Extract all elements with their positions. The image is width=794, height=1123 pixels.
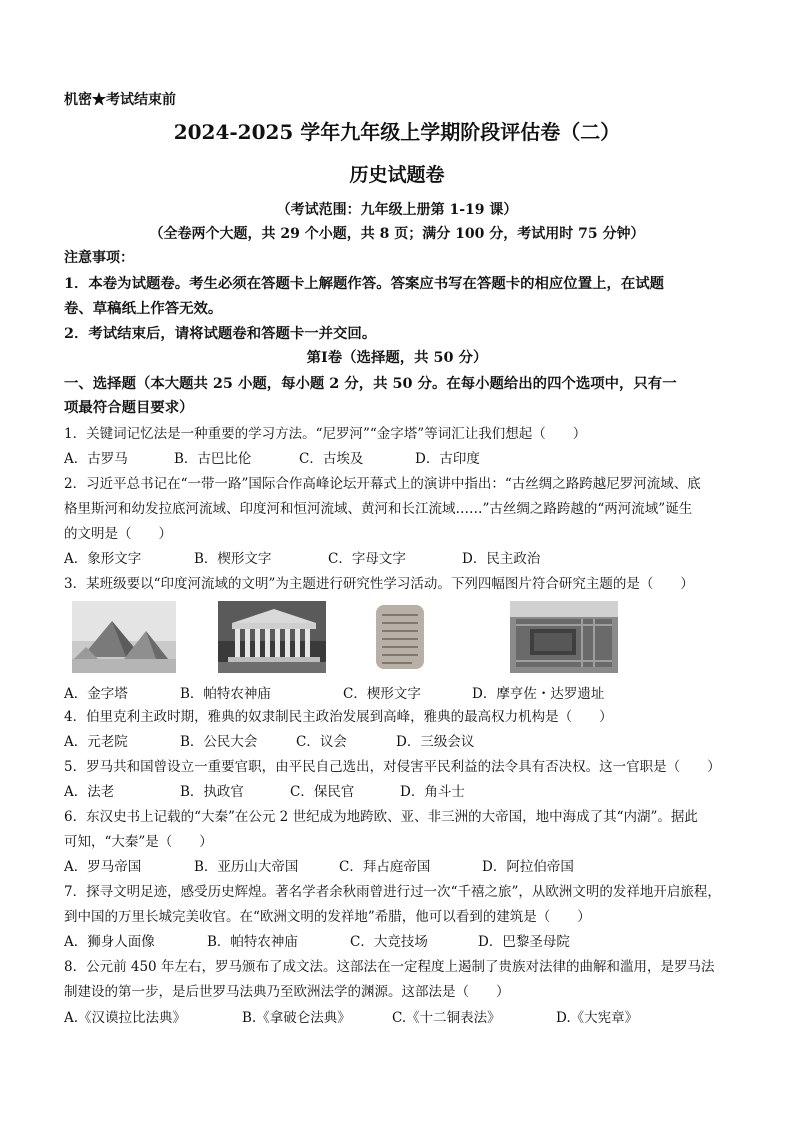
pyramids-photo bbox=[72, 601, 176, 673]
question-3-option-d: D．摩亨佐・达罗遗址 bbox=[472, 686, 605, 702]
subject-title: 历史试题卷 bbox=[349, 164, 445, 186]
option-a: A.《汉谟拉比法典》 bbox=[64, 1010, 187, 1026]
question-3-stem: 3．某班级要以“印度河流域的文明”为主题进行研究性学习活动。下列四幅图片符合研究主题的是（ ） bbox=[64, 576, 694, 592]
option-b: B.《拿破仑法典》 bbox=[242, 1010, 351, 1026]
option-c: C.《十二铜表法》 bbox=[392, 1010, 501, 1026]
question-3-option-c: C．楔形文字 bbox=[343, 686, 421, 702]
question-4-options bbox=[64, 732, 474, 752]
note-2: 2．考试结束后，请将试题卷和答题卡一并交回。 bbox=[64, 325, 377, 342]
question-8-options bbox=[64, 1008, 638, 1028]
option-c: C．议会 bbox=[296, 734, 347, 750]
option-a: A．罗马帝国 bbox=[64, 859, 142, 875]
option-a: A．狮身人面像 bbox=[64, 934, 155, 950]
option-b: B．亚历山大帝国 bbox=[194, 859, 299, 875]
question-1-stem: 1．关键词记忆法是一种重要的学习方法。“尼罗河”“金字塔”等词汇让我们想起（ ） bbox=[64, 426, 587, 442]
parthenon-photo bbox=[218, 601, 326, 673]
question-4-stem: 4．伯里克利主政时期，雅典的奴隶制民主政治发展到高峰，雅典的最高权力机构是（ ） bbox=[64, 709, 613, 725]
question-2-options bbox=[64, 549, 540, 569]
note-1-line-2: 卷、草稿纸上作答无效。 bbox=[64, 300, 223, 317]
option-d: D．民主政治 bbox=[462, 551, 541, 567]
option-d: D．角斗士 bbox=[400, 784, 465, 800]
option-a: A．古罗马 bbox=[64, 451, 128, 467]
option-c: C．保民官 bbox=[290, 784, 355, 800]
exam-scope: （考试范围：九年级上册第 1-19 课） bbox=[276, 202, 518, 218]
question-7-stem-line-1: 7．探寻文明足迹，感受历史辉煌。著名学者余秋雨曾进行过一次“千禧之旅”，从欧洲文明的发祥地开启旅程， bbox=[64, 884, 721, 900]
option-c: C．字母文字 bbox=[328, 551, 406, 567]
question-2-stem-line-2: 格里斯河和幼发拉底河流域、印度河和恒河流域、黄河和长江流域……”古丝绸之路跨越的“两河流域”诞生 bbox=[64, 501, 693, 517]
option-b: B．古巴比伦 bbox=[174, 451, 252, 467]
question-3-option-a: A．金字塔 bbox=[64, 686, 128, 702]
note-1-line-1: 1．本卷为试题卷。考生必须在答题卡上解题作答。答案应书写在答题卡的相应位置上，在试题 bbox=[64, 275, 665, 292]
question-6-options bbox=[64, 857, 574, 877]
part-title: 第Ⅰ卷（选择题，共 50 分） bbox=[306, 349, 488, 366]
question-5-options bbox=[64, 782, 465, 802]
option-d: D．巴黎圣母院 bbox=[478, 934, 570, 950]
question-1-options bbox=[64, 449, 480, 469]
section-instructions-line-2: 项最符合题目要求） bbox=[64, 399, 194, 416]
question-3-option-b: B．帕特农神庙 bbox=[180, 686, 271, 702]
option-c: C．古埃及 bbox=[299, 451, 364, 467]
notes-heading: 注意事项： bbox=[64, 250, 134, 266]
question-7-stem-line-2: 到中国的万里长城完美收官。在“欧洲文明的发祥地”希腊，他可以看到的建筑是（ ） bbox=[64, 909, 591, 925]
question-8-stem-line-2: 制建设的第一步，是后世罗马法典乃至欧洲法学的渊源。这部法是（ ） bbox=[64, 984, 510, 1000]
section-instructions-line-1: 一、选择题（本大题共 25 小题，每小题 2 分，共 50 分。在每小题给出的四个选项中，只有一 bbox=[64, 375, 677, 392]
option-b: B．执政官 bbox=[180, 784, 244, 800]
option-a: A．元老院 bbox=[64, 734, 128, 750]
option-d: D．古印度 bbox=[415, 451, 480, 467]
option-b: B．帕特农神庙 bbox=[207, 934, 298, 950]
question-2-stem-line-1: 2．习近平总书记在“一带一路”国际合作高峰论坛开幕式上的演讲中指出：“古丝绸之路跨越尼罗河流域、底 bbox=[64, 476, 701, 492]
option-c: C．大竞技场 bbox=[350, 934, 428, 950]
question-6-stem-line-2: 可知，“大秦”是（ ） bbox=[64, 834, 213, 850]
option-d: D.《大宪章》 bbox=[556, 1010, 639, 1026]
option-d: D．阿拉伯帝国 bbox=[482, 859, 574, 875]
question-5-stem: 5．罗马共和国曾设立一重要官职，由平民自己选出，对侵害平民利益的法令具有否决权。这一官职是（ ） bbox=[64, 759, 721, 775]
option-b: B．公民大会 bbox=[180, 734, 258, 750]
cuneiform-tablet-photo bbox=[372, 601, 428, 673]
question-8-stem-line-1: 8．公元前 450 年左右，罗马颁布了成文法。这部法在一定程度上遏制了贵族对法律的曲解和滥用，是罗马法 bbox=[64, 959, 715, 975]
question-6-stem-line-1: 6．东汉史书上记载的“大秦”在公元 2 世纪成为地跨欧、亚、非三洲的大帝国，地中海成了其“内湖”。据此 bbox=[64, 809, 698, 825]
mohenjo-daro-photo bbox=[510, 601, 618, 673]
option-c: C．拜占庭帝国 bbox=[339, 859, 431, 875]
option-b: B．楔形文字 bbox=[194, 551, 272, 567]
option-d: D．三级会议 bbox=[396, 734, 475, 750]
exam-title: 2024-2025 学年九年级上学期阶段评估卷（二） bbox=[173, 120, 621, 144]
option-a: A．象形文字 bbox=[64, 551, 142, 567]
option-a: A．法老 bbox=[64, 784, 115, 800]
question-2-stem-line-3: 的文明是（ ） bbox=[64, 526, 172, 542]
exam-info: （全卷两个大题，共 29 个小题，共 8 页；满分 100 分，考试用时 75 分钟） bbox=[149, 226, 645, 242]
question-7-options bbox=[64, 932, 570, 952]
confidential-label: 机密★考试结束前 bbox=[64, 92, 176, 108]
